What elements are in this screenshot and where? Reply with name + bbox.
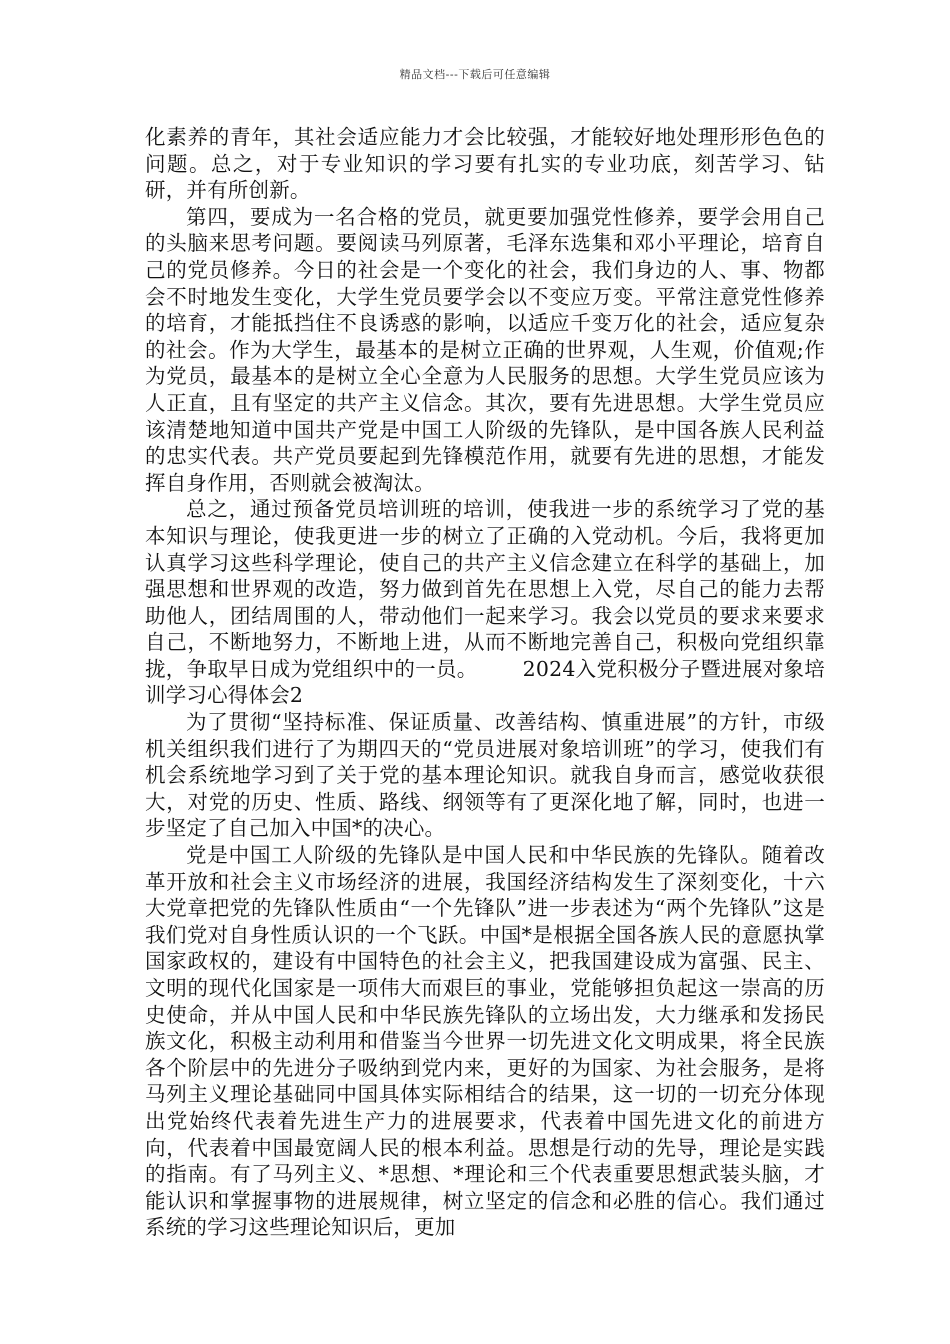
- page-header: 精品文档---下载后可任意编辑: [399, 68, 551, 81]
- paragraph-1: 化素养的青年，其社会适应能力才会比较强，才能较好地处理形形色色的问题。总之，对于专业知识的学习要有扎实的专业功底，刻苦学习、钻研，并有所创新。: [145, 125, 825, 203]
- document-body: [145, 124, 825, 1241]
- paragraph-5: 党是中国工人阶级的先锋队是中国人民和中华民族的先锋队。随着改革开放和社会主义市场经济的进展，我国经济结构发生了深刻变化，十六大党章把党的先锋队性质由“一个先锋队”进一步表述为“两个先锋队”这是我们党对自身性质认识的一个飞跃。中国*是根据全国各族人民的意愿执掌国家政权的，建设有中国特色的社会主义，把我国建设成为富强、民主、文明的现代化国家是一项伟大而艰巨的事业，党能够担负起这一崇高的历史使命，并从中国人民和中华民族先锋队的立场出发，大力继承和发扬民族文化，积极主动利用和借鉴当今世界一切先进文化文明成果，将全民族各个阶层中的先进分子吸纳到党内来，更好的为国家、为社会服务，是将马列主义理论基础同中国具体实际相结合的结果，这一切的一切充分体现出党始终代表着先进生产力的进展要求，代表着中国先进文化的前进方向，代表着中国最宽阔人民的根本利益。思想是行动的先导，理论是实践的指南。有了马列主义、*思想、*理论和三个代表重要思想武装头脑，才能认识和掌握事物的进展规律，树立坚定的信念和必胜的信心。我们通过系统的学习这些理论知识后，更加: [145, 843, 825, 1240]
- paragraph-2: 第四，要成为一名合格的党员，就更要加强党性修养，要学会用自己的头脑来思考问题。要阅读马列原著，毛泽东选集和邓小平理论，培育自己的党员修养。今日的社会是一个变化的社会，我们身边的人、事、物都会不时地发生变化，大学生党员要学会以不变应万变。平常注意党性修养的培育，才能抵挡住不良诱惑的影响，以适应千变万化的社会，适应复杂的社会。作为大学生，最基本的是树立正确的世界观，人生观，价值观;作为党员，最基本的是树立全心全意为人民服务的思想。大学生党员应该为人正直，且有坚定的共产主义信念。其次，要有先进思想。大学生党员应该清楚地知道中国共产党是中国工人阶级的先锋队，是中国各族人民利益的忠实代表。共产党员要起到先锋模范作用，就要有先进的思想，才能发挥自身作用，否则就会被淘汰。: [145, 204, 825, 495]
- paragraph-3-text: 总之，通过预备党员培训班的培训，使我进一步的系统学习了党的基本知识与理论，使我更进一步的树立了正确的入党动机。今后，我将更加认真学习这些科学理论，使自己的共产主义信念建立在科学的基础上，加强思想和世界观的改造，努力做到首先在思想上入党，尽自己的能力去帮助他人，团结周围的人，带动他们一起来学习。我会以党员的要求来要求自己，不断地努力，不断地上进，从而不断地完善自己，积极向党组织靠拢，争取早日成为党组织中的一员。: [145, 497, 825, 681]
- paragraph-3: [145, 496, 825, 709]
- section-title: 2024入党积极分子暨进展对象培训学习心得体会2: [145, 656, 825, 708]
- paragraph-4: 为了贯彻“坚持标准、保证质量、改善结构、慎重进展”的方针，市级机关组织我们进行了为期四天的“党员进展对象培训班”的学习，使我们有机会系统地学习到了关于党的基本理论知识。就我自身而言，感觉收获很大，对党的历史、性质、路线、纲领等有了更深化地了解，同时，也进一步坚定了自己加入中国*的决心。: [145, 710, 825, 841]
